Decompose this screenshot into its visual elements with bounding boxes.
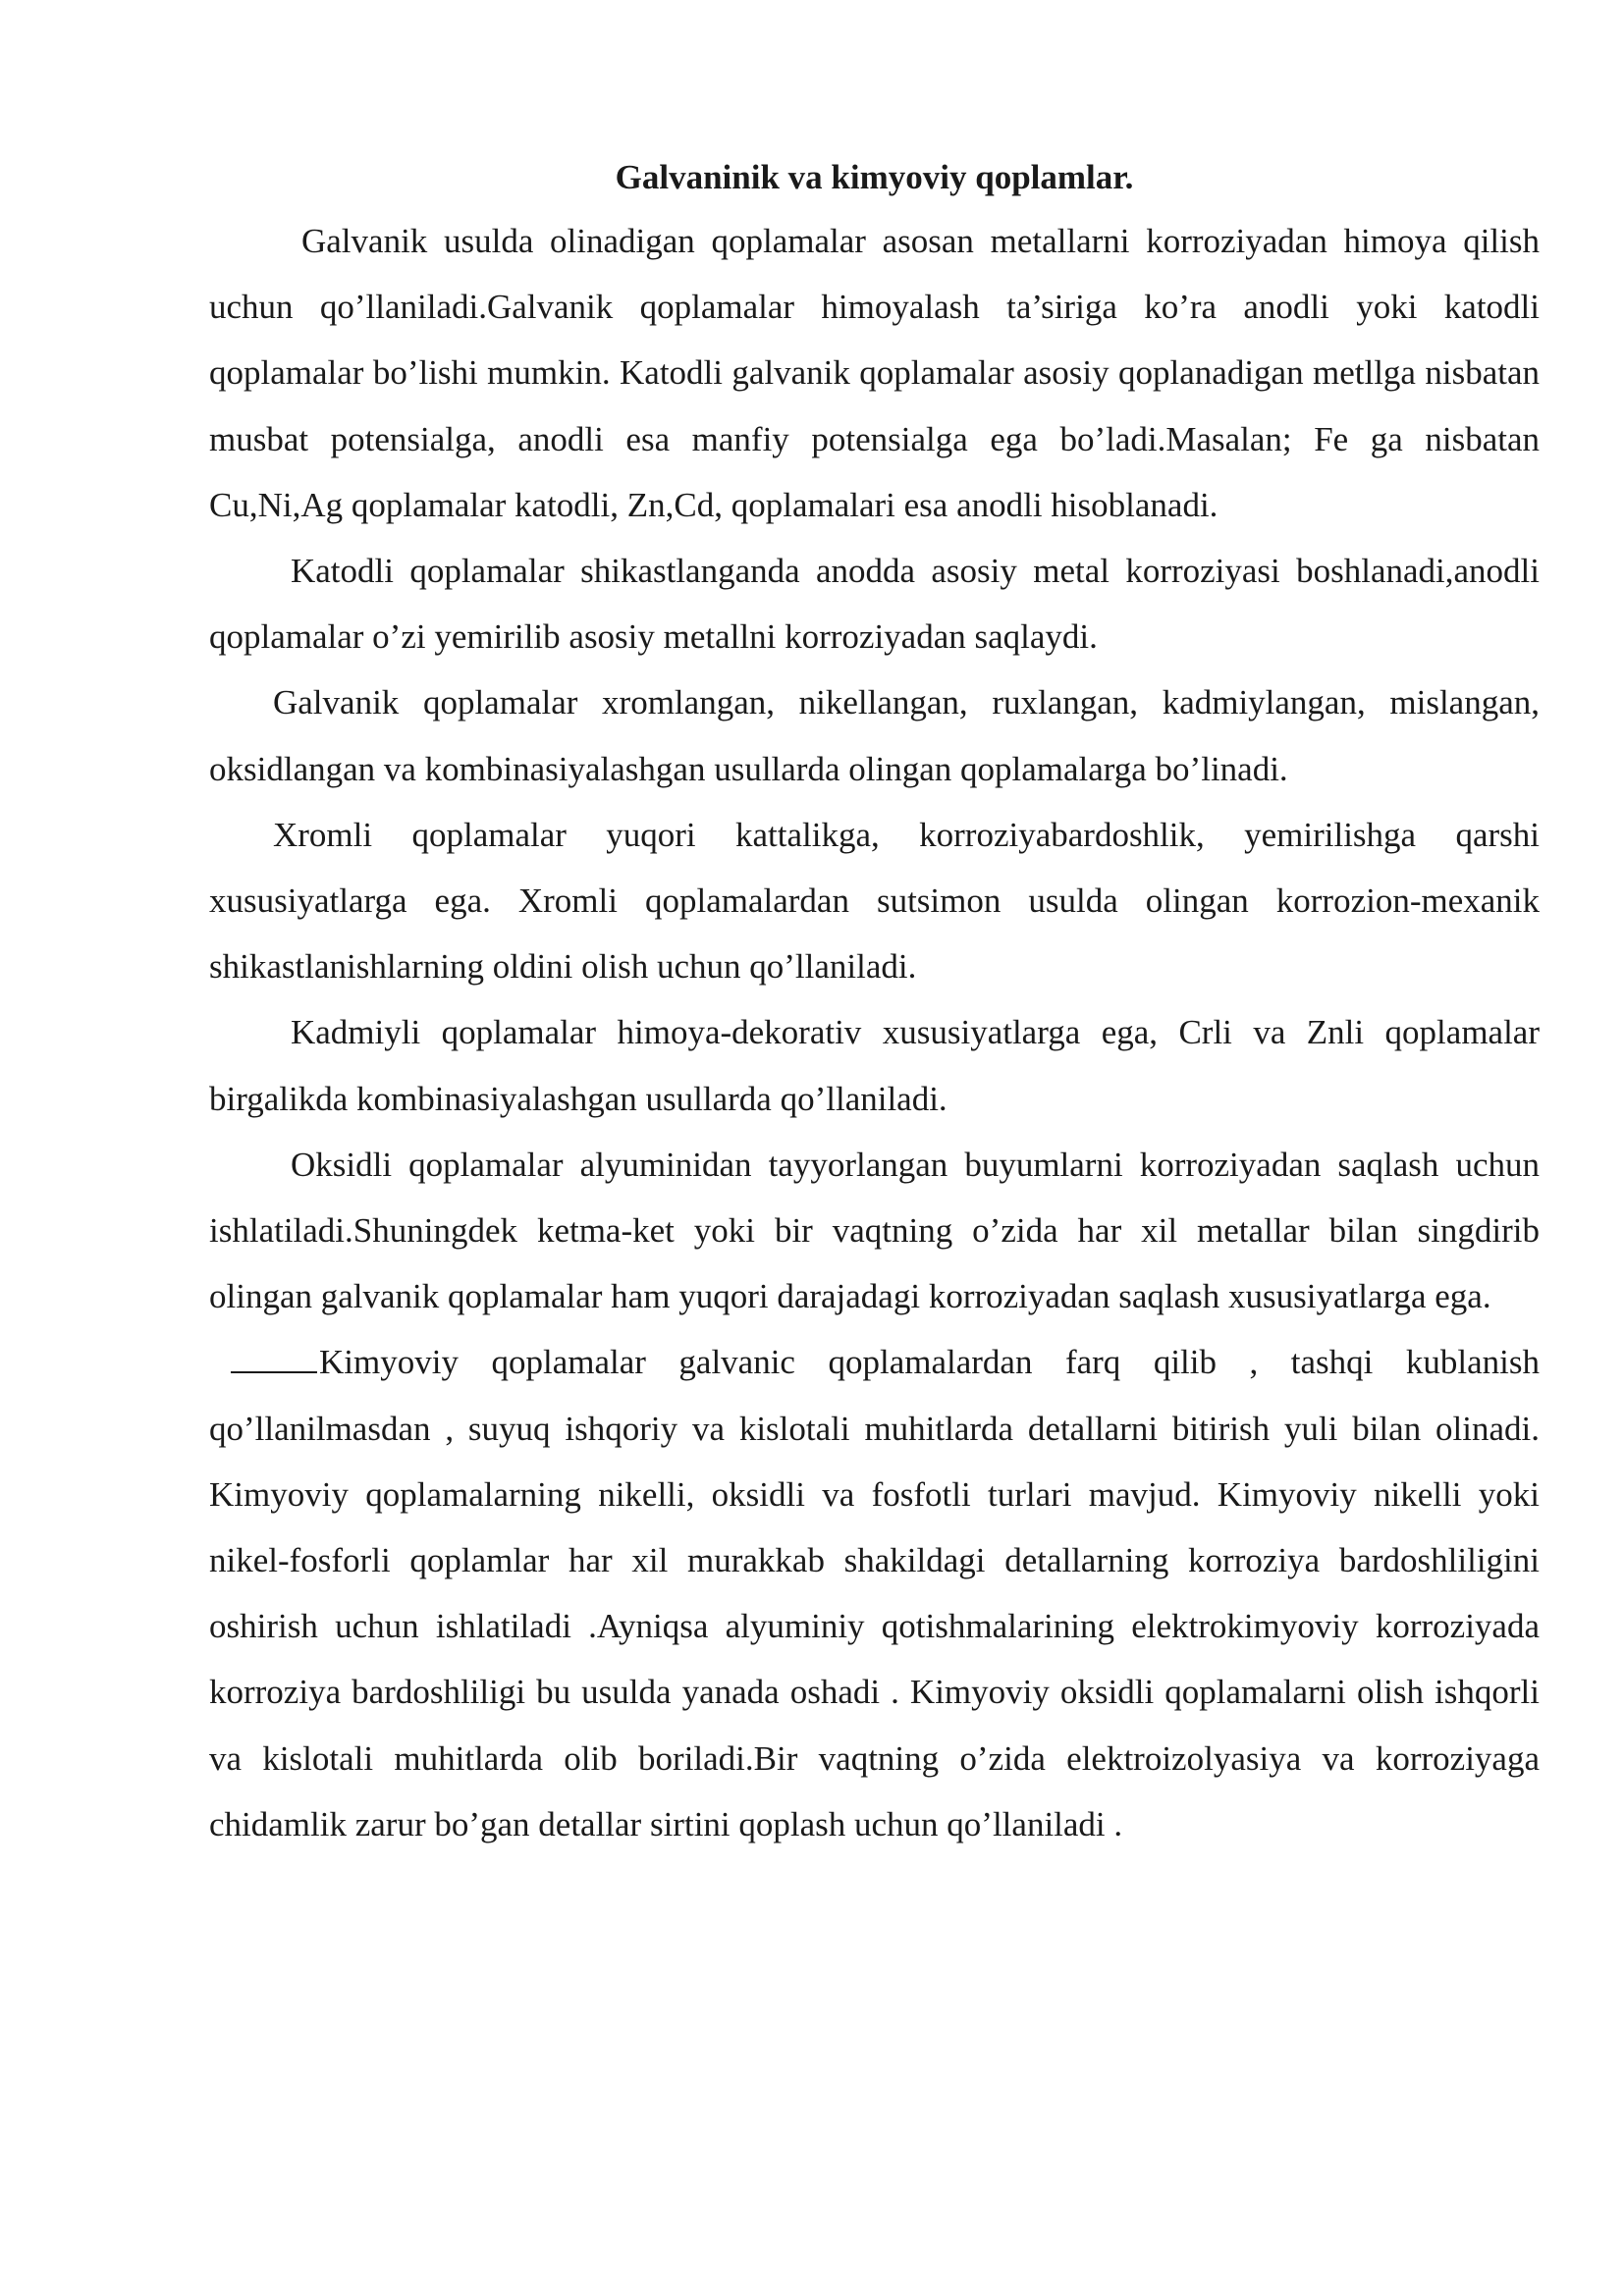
paragraph-cadmium-coatings: Kadmiyli qoplamalar himoya-dekorativ xususiyatlarga ega, Crli va Znli qoplamalar birgalikda kombinasiyalashgan usullarda qo’llaniladi.: [209, 1013, 1540, 1118]
paragraph-galvanic-intro: Galvanik usulda olinadigan qoplamalar asosan metallarni korroziyadan himoya qilish uchun qo’llaniladi.Galvanik qoplamalar himoyalash ta’siriga ko’ra anodli yoki katodli qoplamalar bo’lishi mumkin. Katodli galvanik qoplamalar asosiy qoplanadigan metllga nisbatan musbat potensialga, anodli esa manfiy potensialga ega bo’ladi.Masalan; Fe ga nisbatan Cu,Ni,Ag qoplamalar katodli, Zn,Cd, qoplamalari esa anodli hisoblanadi.: [209, 222, 1540, 524]
paragraph-galvanic-types: Galvanik qoplamalar xromlangan, nikellangan, ruxlangan, kadmiylangan, mislangan, oksidlangan va kombinasiyalashgan usullarda olingan qoplamalarga bo’linadi.: [209, 683, 1540, 788]
document-page: [209, 149, 1540, 1857]
paragraph-chrome-coatings: Xromli qoplamalar yuqori kattalikga, korroziyabardoshlik, yemirilishga qarshi xususiyatlarga ega. Xromli qoplamalardan sutsimon usulda olingan korrozion-mexanik shikastlanishlarning oldini olish uchun qo’llaniladi.: [209, 815, 1540, 987]
paragraph-chemical-coatings: [209, 1329, 1540, 1857]
paragraph-cathodic-damage: Katodli qoplamalar shikastlanganda anodda asosiy metal korroziyasi boshlanadi,anodli qoplamalar o’zi yemirilib asosiy metallni korroziyadan saqlaydi.: [209, 552, 1540, 657]
underline-blank: [231, 1370, 317, 1373]
paragraph-oxide-coatings: Oksidli qoplamalar alyuminidan tayyorlangan buyumlarni korroziyadan saqlash uchun ishlatiladi.Shuningdek ketma-ket yoki bir vaqtning o’zida har xil metallar bilan singdirib olingan galvanik qoplamalar ham yuqori darajadagi korroziyadan saqlash xususiyatlarga ega.: [209, 1145, 1540, 1316]
paragraph-chemical-text: Kimyoviy qoplamalar galvanic qoplamalardan farq qilib , tashqi kublanish qo’llanilmasdan , suyuq ishqoriy va kislotali muhitlarda detallarni bitirish yuli bilan olinadi. Kimyoviy qoplamalarning nikelli, oksidli va fosfotli turlari mavjud. Kimyoviy nikelli yoki nikel-fosforli qoplamlar har xil murakkab shakildagi detallarning korroziya bardoshliligini oshirish uchun ishlatiladi .Ayniqsa alyuminiy qotishmalarining elektrokimyoviy korroziyada korroziya bardoshliligi bu usulda yanada oshadi . Kimyoviy oksidli qoplamalarni olish ishqorli va kislotali muhitlarda olib boriladi.Bir vaqtning o’zida elektroizolyasiya va korroziyaga chidamlik zarur bo’gan detallar sirtini qoplash uchun qo’llaniladi .: [209, 1343, 1540, 1843]
document-title: Galvaninik va kimyoviy qoplamlar.: [615, 158, 1134, 196]
